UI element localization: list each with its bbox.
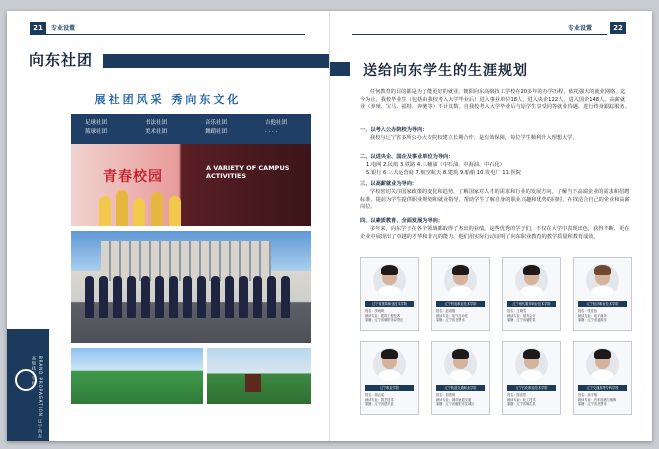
student-school: 辽宁省建筑职业技术学院 (365, 301, 414, 307)
student-info: 姓名：孙宇航 就读专业：汽车检测与维修 原籍：辽宁省北票市 (578, 393, 617, 407)
left-page (7, 11, 330, 441)
title-bar (103, 54, 329, 68)
header-rule (352, 34, 607, 35)
club-list (71, 114, 311, 144)
student-school: 辽宁经济职业技术学院 (578, 301, 627, 307)
page-title: 送给向东学生的生涯规划 (363, 63, 528, 79)
slogan: 展社团风采 秀向东文化 (94, 93, 242, 106)
student-school: 辽宁石化职业技术学院 (507, 385, 556, 391)
student-info: 姓名：刘思琪 就读专业：城市轨道交通 原籍：辽宁省朝阳市龙城区 (436, 393, 475, 407)
student-info: 姓名：周志成 就读专业：园艺技术 原籍：辽宁省建平县 (365, 393, 394, 407)
page-number: 21 (30, 22, 46, 34)
section-heading: 四、以素质教育、全面发展为导向： (360, 218, 444, 224)
club-column (71, 114, 131, 144)
club-name: 音乐社团 (205, 120, 228, 126)
club-name: 足球社团 (85, 120, 108, 126)
student-info: 姓名：李雨琦 就读专业：建筑工程技术 原籍：辽宁省朝阳市双塔区 (365, 309, 404, 323)
section-text: 我校与辽宁省多所公办大专院校建立长期合作，是有效保障，每位学生顺利升入理想大学。 (370, 135, 578, 141)
student-card (502, 257, 561, 331)
section-heading: 三、以高薪就业为导向： (360, 181, 418, 187)
title-bar (330, 62, 350, 76)
club-column (191, 114, 251, 144)
section-text: 多年来，向东学子在各个领域都取得了杰出的业绩。这些优秀的学子们，不仅在大学中表现出色，获得不断，更在企业中展现出了卓越的才华和非凡的能力。他们用实际行动证明了向东职业教育的教学质量和教育成效。 (360, 226, 630, 240)
side-brand-text: BRAND PROPAGATION 辽宁向东高级技工学校 (32, 356, 43, 440)
student-card (431, 341, 490, 415)
intro-paragraph: 任何教育的目的都是为了能更好的就业。朝阳向东高级技工学校在20多年的办学历程，依托强大的就业网络，迄今为止，我校毕业生（包括由我校考入大学毕业后）进入事业单位18人，进入央企122人，进入国企148人。高薪就业（养殖、宝马、福特、奔驰等）不计其数。自我校考入大学毕业后与原学生享受同等就业待遇，进行终身跟踪服务。 (360, 89, 630, 111)
club-name: · · · · (265, 129, 278, 135)
student-card (431, 257, 490, 331)
page-number: 22 (610, 22, 626, 34)
header-rule (30, 34, 305, 35)
student-info: 姓名：陈浩然 就读专业：化工技术 原籍：辽宁省喀左县 (507, 393, 536, 407)
section-text: 学校密切关注国家政策的变化和趋势，了解国家对人才的需求和行业的发展方向。了解当下高端企业的需求和招聘标准，提前为学生提供职业规划和就业指导，帮助学生了解自身的职业兴趣和优势的同时，在找适合自己的企业和高薪岗位。 (360, 189, 630, 211)
student-school: 辽宁现代服务职业技术学院 (507, 301, 556, 307)
student-info: 姓名：赵成刚 就读专业：电气自动化 原籍：辽宁省北票市 (436, 309, 468, 323)
student-card (360, 257, 419, 331)
section-heading: 一、以考入公办院校为导向： (360, 127, 428, 133)
club-name: 美术社团 (145, 129, 168, 135)
student-school: 辽宁交通高等专科学校 (578, 385, 627, 391)
student-card (360, 341, 419, 415)
club-column (131, 114, 191, 144)
student-card (573, 341, 632, 415)
piano-performance-photo (207, 348, 311, 404)
photo-banner-cn: 青春校园 (103, 169, 163, 185)
right-page (330, 11, 652, 441)
student-card (573, 257, 632, 331)
student-info: 姓名：张佳怡 就读专业：电子商务 原籍：辽宁省凌源市 (578, 309, 607, 323)
club-name: 吉他社团 (265, 120, 288, 126)
dance-performance-photo (71, 144, 311, 226)
club-name: 舞蹈社团 (205, 129, 228, 135)
outdoor-dance-photo (71, 348, 203, 404)
header-label: 专业设置 (51, 25, 76, 32)
student-school: 辽宁机电职业技术学院 (436, 301, 485, 307)
club-column (251, 114, 311, 144)
student-school: 辽宁职业学院 (365, 385, 414, 391)
student-info: 姓名：王晓雪 就读专业：财务会计 原籍：辽宁省朝阳县 (507, 309, 536, 323)
header-label: 专业设置 (568, 25, 593, 32)
club-name: 书法社团 (145, 120, 168, 126)
photo-banner-en: A VARIETY OF CAMPUS ACTIVITIES (206, 164, 290, 180)
section-text: 1.电网 2.民航 3.铁路 4.三桶油（中石油、中海油、中石化） 5.银行 6.三大运营商 7.航空航天 8.建筑 9.船舶 10.发电厂 11.医院 (366, 162, 521, 176)
student-card (502, 341, 561, 415)
club-name: 篮球社团 (85, 129, 108, 135)
student-school: 辽宁轨道交通职业学院 (436, 385, 485, 391)
page-title: 向东社团 (29, 51, 94, 69)
section-heading: 二、以进央企、国企及事业单位为导向： (360, 154, 454, 160)
brochure-spread (7, 11, 652, 441)
basketball-team-photo (71, 231, 311, 343)
